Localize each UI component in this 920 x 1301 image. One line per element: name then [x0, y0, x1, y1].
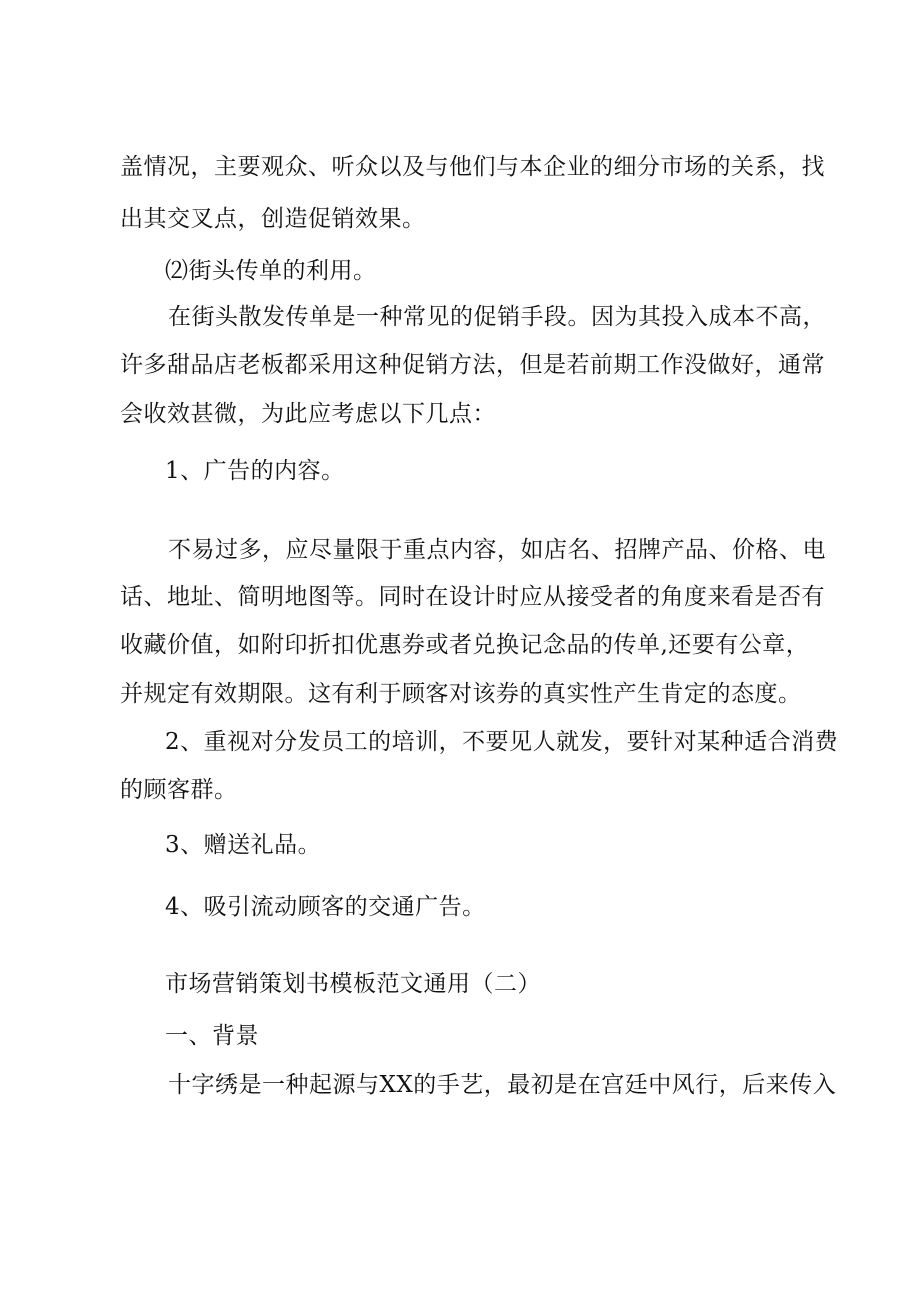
section-heading: 市场营销策划书模板范文通用（二）: [165, 971, 541, 997]
body-text-line: 话、地址、简明地图等。同时在设计时应从接受者的角度来看是否有: [120, 584, 825, 610]
body-text-line: 并规定有效期限。这有利于顾客对该券的真实性产生肯定的态度。: [120, 681, 802, 707]
body-text-line: 许多甜品店老板都采用这种促销方法，但是若前期工作没做好，通常: [120, 352, 825, 378]
list-item: 3、赠送礼品。: [165, 832, 322, 858]
body-text-line: 十字绣是一种起源与XX的手艺，最初是在宫廷中风行，后来传入: [168, 1072, 837, 1098]
body-text-line: 的顾客群。: [120, 777, 238, 803]
body-text-line: 收藏价值，如附印折扣优惠券或者兑换记念品的传单,还要有公章，: [120, 632, 810, 658]
body-text-line: 会收效甚微，为此应考虑以下几点：: [120, 401, 496, 427]
body-text-line: 盖情况，主要观众、听众以及与他们与本企业的细分市场的关系，找: [120, 154, 825, 180]
body-text-line: 不易过多，应尽量限于重点内容，如店名、招牌产品、价格、电: [168, 537, 826, 563]
body-text-line: 出其交叉点，创造促销效果。: [120, 206, 426, 232]
section-heading: ⑵街头传单的利用。: [165, 258, 377, 284]
section-heading: 一、背景: [165, 1023, 259, 1049]
list-item: 1、广告的内容。: [165, 458, 345, 484]
list-item: 2、重视对分发员工的培训，不要见人就发，要针对某种适合消费: [165, 729, 839, 755]
body-text-line: 在街头散发传单是一种常见的促销手段。因为其投入成本不高，: [168, 304, 826, 330]
list-item: 4、吸引流动顾客的交通广告。: [165, 894, 486, 920]
